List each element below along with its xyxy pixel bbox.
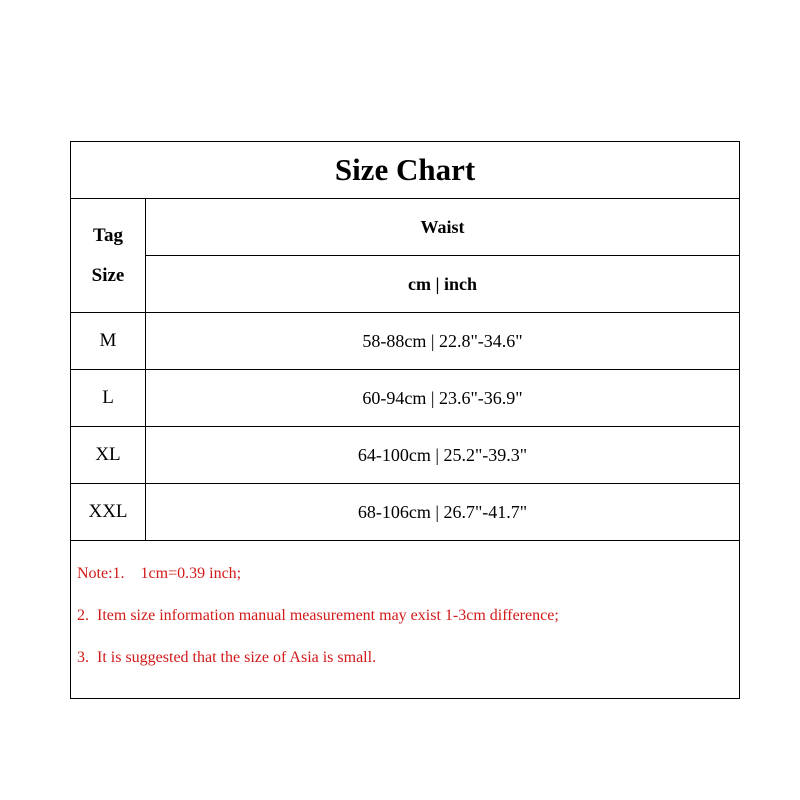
size-cell: M [71,313,146,370]
table-row [71,370,740,427]
tag-size-label-line1: Tag [93,224,123,246]
waist-header: Waist [146,199,740,256]
notes-section [71,541,740,699]
size-chart-table [70,141,740,699]
note-2: 2. Item size information manual measurement may exist 1-3cm difference; [77,607,559,624]
note-3: 3. It is suggested that the size of Asia is small. [77,649,377,666]
table-row [71,313,740,370]
table-row [71,484,740,541]
units-header: cm | inch [146,256,740,313]
tag-size-header [71,199,146,313]
size-cell: XXL [71,484,146,541]
table-row [71,427,740,484]
waist-cell: 64-100cm | 25.2"-39.3" [146,427,740,484]
chart-title: Size Chart [71,142,740,199]
tag-size-label-line2: Size [91,264,125,286]
size-cell: XL [71,427,146,484]
note-1: Note:1. 1cm=0.39 inch; [77,565,242,582]
waist-cell: 58-88cm | 22.8"-34.6" [146,313,740,370]
size-cell: L [71,370,146,427]
size-chart [70,141,739,699]
waist-cell: 68-106cm | 26.7"-41.7" [146,484,740,541]
waist-cell: 60-94cm | 23.6"-36.9" [146,370,740,427]
